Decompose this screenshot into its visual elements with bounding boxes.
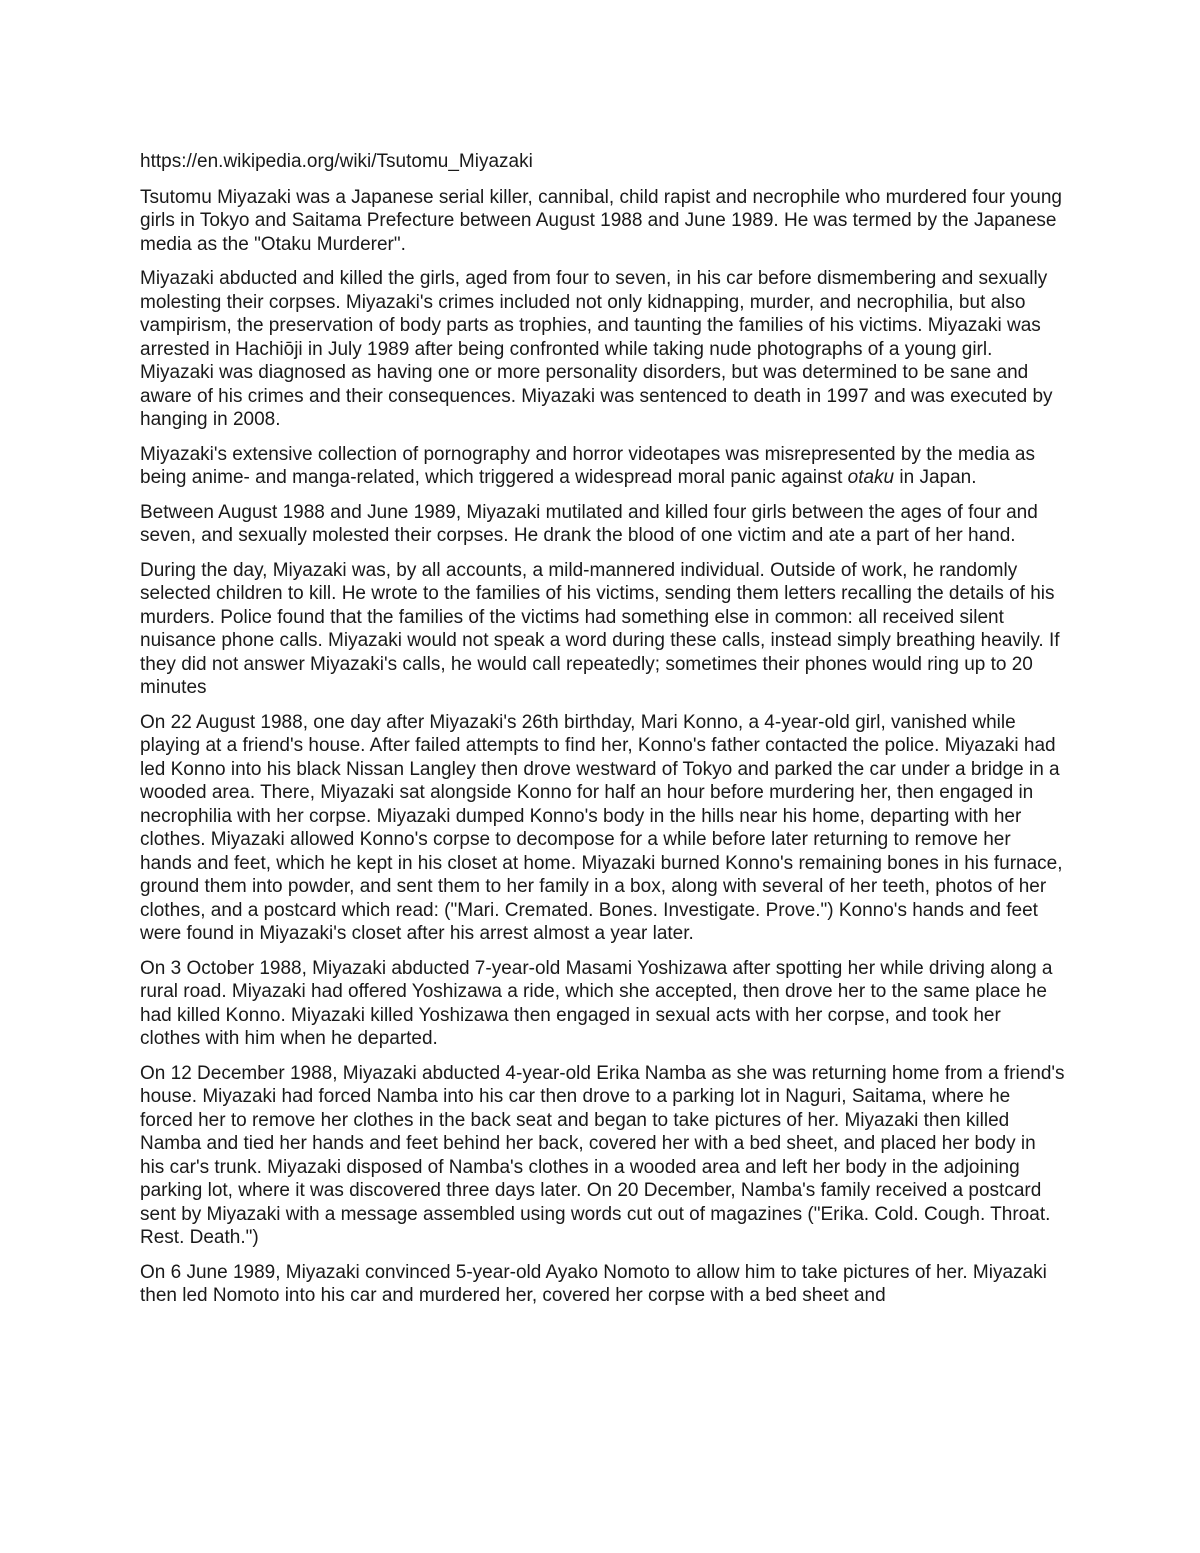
paragraph-moral-panic [140,443,1065,490]
paragraph-crimes-summary: Miyazaki abducted and killed the girls, aged from four to seven, in his car before dismembering and sexually molesting their corpses. Miyazaki's crimes included not only kidnapping, murder, and necrophilia, but also vampirism, the preservation of body parts as trophies, and taunting the families of his victims. Miyazaki was arrested in Hachiōji in July 1989 after being confronted while taking nude photographs of a young girl. Miyazaki was diagnosed as having one or more personality disorders, but was determined to be sane and aware of his crimes and their consequences. Miyazaki was sentenced to death in 1997 and was executed by hanging in 2008. [140,268,1053,430]
paragraph-text: in Japan. [894,467,977,488]
paragraph-murders-overview: Between August 1988 and June 1989, Miyazaki mutilated and killed four girls between the ages of four and seven, and sexually molested their corpses. He drank the blood of one victim and ate a part of her hand. [140,501,1038,546]
paragraph-intro: Tsutomu Miyazaki was a Japanese serial killer, cannibal, child rapist and necrophile who murdered four young girls in Tokyo and Saitama Prefecture between August 1988 and June 1989. He was termed by the Japanese media as the "Otaku Murderer". [140,186,1062,255]
paragraph-second-victim: On 3 October 1988, Miyazaki abducted 7-year-old Masami Yoshizawa after spotting her while driving along a rural road. Miyazaki had offered Yoshizawa a ride, which she accepted, then drove her to the same place he had killed Konno. Miyazaki killed Yoshizawa then engaged in sexual acts with her corpse, and took her clothes with him when he departed. [140,957,1053,1049]
document-page [140,150,1065,1319]
paragraph-fourth-victim: On 6 June 1989, Miyazaki convinced 5-year-old Ayako Nomoto to allow him to take pictures of her. Miyazaki then led Nomoto into his car and murdered her, covered her corpse with a bed sheet and [140,1261,1047,1306]
paragraph-behavior: During the day, Miyazaki was, by all accounts, a mild-mannered individual. Outside of work, he randomly selected children to kill. He wrote to the families of his victims, sending them letters recalling the details of his murders. Police found that the families of the victims had something else in common: all received silent nuisance phone calls. Miyazaki would not speak a word during these calls, instead simply breathing heavily. If they did not answer Miyazaki's calls, he would call repeatedly; sometimes their phones would ring up to 20 minutes [140,559,1060,698]
source-url: https://en.wikipedia.org/wiki/Tsutomu_Miyazaki [140,151,533,172]
paragraph-text: Miyazaki's extensive collection of pornography and horror videotapes was misrepresented by the media as being anime- and manga-related, which triggered a widespread moral panic against [140,443,1035,488]
italic-term: otaku [847,467,895,488]
paragraph-third-victim: On 12 December 1988, Miyazaki abducted 4-year-old Erika Namba as she was returning home from a friend's house. Miyazaki had forced Namba into his car then drove to a parking lot in Naguri, Saitama, where he forced her to remove her clothes in the back seat and began to take pictures of her. Miyazaki then killed Namba and tied her hands and feet behind her back, covered her with a bed sheet, and placed her body in his car's trunk. Miyazaki disposed of Namba's clothes in a wooded area and left her body in the adjoining parking lot, where it was discovered three days later. On 20 December, Namba's family received a postcard sent by Miyazaki with a message assembled using words cut out of magazines ("Erika. Cold. Cough. Throat. Rest. Death.") [140,1062,1065,1248]
paragraph-first-victim: On 22 August 1988, one day after Miyazaki's 26th birthday, Mari Konno, a 4-year-old girl, vanished while playing at a friend's house. After failed attempts to find her, Konno's father contacted the police. Miyazaki had led Konno into his black Nissan Langley then drove westward of Tokyo and parked the car under a bridge in a wooded area. There, Miyazaki sat alongside Konno for half an hour before murdering her, then engaged in necrophilia with her corpse. Miyazaki dumped Konno's body in the hills near his home, departing with her clothes. Miyazaki allowed Konno's corpse to decompose for a while before later returning to remove her hands and feet, which he kept in his closet at home. Miyazaki burned Konno's remaining bones in his furnace, ground them into powder, and sent them to her family in a box, along with several of her teeth, photos of her clothes, and a postcard which read: ("Mari. Cremated. Bones. Investigate. Prove.") Konno's hands and feet were found in Miyazaki's closet after his arrest almost a year later. [140,711,1063,944]
